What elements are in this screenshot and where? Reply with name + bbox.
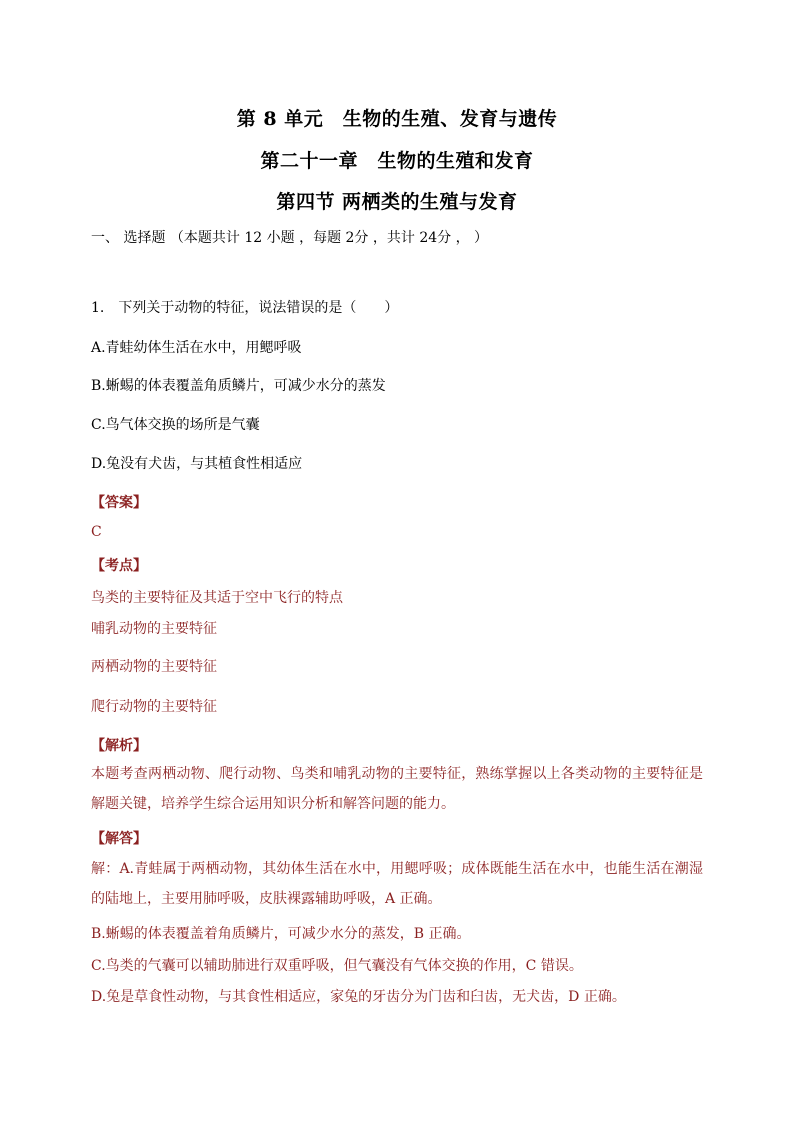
answer-value: C bbox=[91, 524, 102, 540]
jieda-line-c: C.鸟类的气囊可以辅助肺进行双重呼吸，但气囊没有气体交换的作用，C 错误。 bbox=[91, 958, 583, 974]
option-d: D.兔没有犬齿，与其植食性相适应 bbox=[91, 456, 303, 472]
option-b: B.蜥蜴的体表覆盖角质鳞片，可减少水分的蒸发 bbox=[91, 378, 386, 394]
kaodian-item: 爬行动物的主要特征 bbox=[91, 699, 217, 715]
section-title: 第四节 两栖类的生殖与发育 bbox=[276, 191, 518, 213]
jieda-line-b: B.蜥蜴的体表覆盖着角质鳞片，可减少水分的蒸发，B 正确。 bbox=[91, 926, 471, 942]
kaodian-item: 鸟类的主要特征及其适于空中飞行的特点 bbox=[91, 590, 343, 606]
chapter-title: 第二十一章 生物的生殖和发育 bbox=[260, 150, 534, 172]
kaodian-item: 哺乳动物的主要特征 bbox=[91, 621, 217, 637]
question-stem: 1. 下列关于动物的特征，说法错误的是（ ） bbox=[91, 300, 399, 316]
question-section-header: 一、 选择题 （本题共计 12 小题 ，每题 2分 ，共计 24分 ， ） bbox=[91, 230, 489, 246]
unit-title: 第 8 单元 生物的生殖、发育与遗传 bbox=[236, 108, 558, 130]
answer-heading: 【答案】 bbox=[91, 495, 147, 511]
kaodian-item: 两栖动物的主要特征 bbox=[91, 659, 217, 675]
option-a: A.青蛙幼体生活在水中，用鳃呼吸 bbox=[91, 340, 302, 356]
jiexi-heading: 【解析】 bbox=[91, 738, 147, 754]
option-c: C.鸟气体交换的场所是气囊 bbox=[91, 417, 260, 433]
jiexi-text: 本题考查两栖动物、爬行动物、鸟类和哺乳动物的主要特征，熟练掌握以上各类动物的主要特征是解题关键，培养学生综合运用知识分析和解答问题的能力。 bbox=[91, 766, 703, 812]
jieda-line-d: D.兔是草食性动物，与其食性相适应，家兔的牙齿分为门齿和臼齿，无犬齿，D 正确。 bbox=[91, 989, 626, 1005]
jieda-paragraph: 解：A.青蛙属于两栖动物，其幼体生活在水中，用鳃呼吸；成体既能生活在水中，也能生活在潮湿的陆地上，主要用肺呼吸，皮肤裸露辅助呼吸，A 正确。 bbox=[91, 861, 703, 907]
jieda-heading: 【解答】 bbox=[91, 831, 147, 847]
kaodian-heading: 【考点】 bbox=[91, 558, 147, 574]
